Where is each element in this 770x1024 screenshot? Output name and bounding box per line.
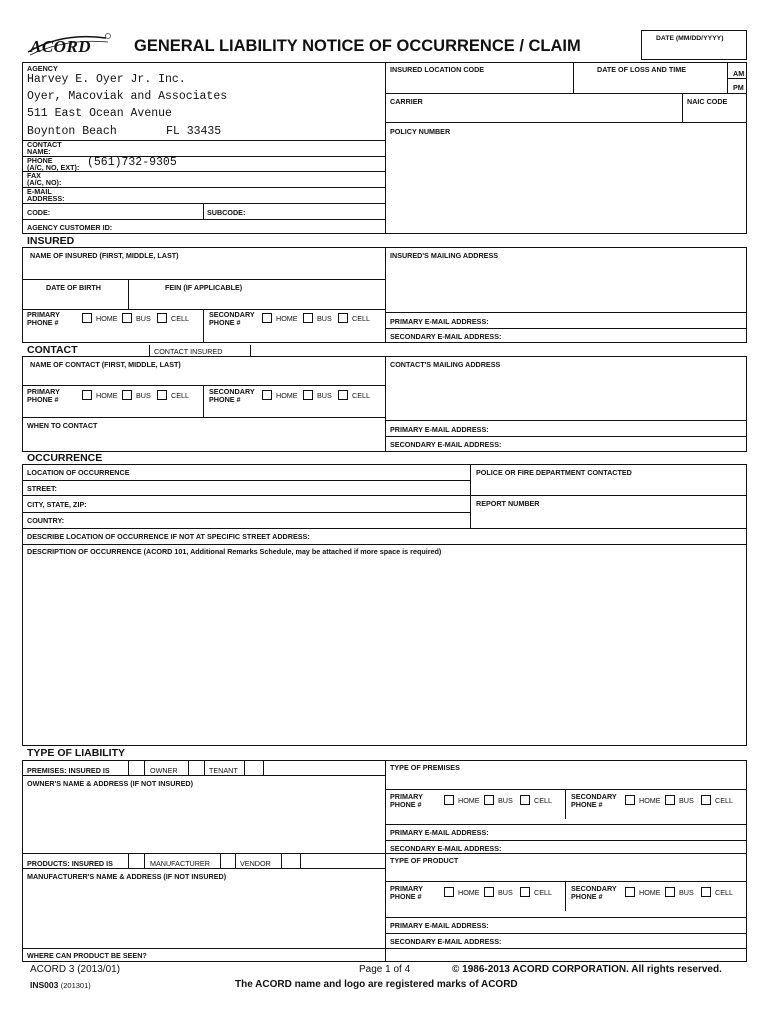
product-secondary-cell-checkbox[interactable] [701, 887, 711, 897]
premises-secondary-cell-checkbox[interactable] [701, 795, 711, 805]
home-label: HOME [276, 391, 298, 400]
carrier-label: CARRIER [390, 97, 423, 106]
location-of-occurrence-label: LOCATION OF OCCURRENCE [27, 468, 130, 477]
contact-insured-label: CONTACT INSURED [154, 347, 223, 356]
home-label: HOME [96, 391, 118, 400]
code-label: CODE: [27, 208, 51, 217]
cell-label: CELL [352, 314, 370, 323]
premises-primary-bus-checkbox[interactable] [484, 795, 494, 805]
insured-section-title: INSURED [27, 235, 75, 247]
city-state-zip-label: CITY, STATE, ZIP: [27, 500, 87, 509]
bus-label: BUS [136, 391, 151, 400]
contact-primary-cell-checkbox[interactable] [157, 390, 167, 400]
product-secondary-home-checkbox[interactable] [625, 887, 635, 897]
contact-secondary-email-label: SECONDARY E-MAIL ADDRESS: [390, 440, 502, 449]
insured-fein-label: FEIN (IF APPLICABLE) [165, 283, 243, 292]
insured-primary-cell-checkbox[interactable] [157, 313, 167, 323]
cell-label: CELL [171, 391, 189, 400]
insured-secondary-phone-label: SECONDARY PHONE # [209, 310, 255, 327]
logo-text: ACORD [30, 37, 92, 56]
occurrence-section-title: OCCURRENCE [27, 452, 103, 464]
products-label: PRODUCTS: INSURED IS [27, 859, 113, 868]
street-label: STREET: [27, 484, 57, 493]
bus-label: BUS [498, 888, 513, 897]
description-label: DESCRIPTION OF OCCURRENCE (ACORD 101, Additional Remarks Schedule, may be attached if more space is required) [27, 547, 442, 556]
registered-marks: The ACORD name and logo are registered marks of ACORD [235, 979, 518, 990]
contact-secondary-bus-checkbox[interactable] [303, 390, 313, 400]
premises-secondary-home-checkbox[interactable] [625, 795, 635, 805]
manufacturers-name-label: MANUFACTURER'S NAME & ADDRESS (IF NOT INSURED) [27, 872, 227, 881]
insured-secondary-home-checkbox[interactable] [262, 313, 272, 323]
agency-state-zip[interactable]: FL 33435 [166, 125, 222, 138]
insured-primary-home-checkbox[interactable] [82, 313, 92, 323]
form-number: ACORD 3 (2013/01) [30, 964, 121, 975]
premises-secondary-bus-checkbox[interactable] [665, 795, 675, 805]
product-primary-bus-checkbox[interactable] [484, 887, 494, 897]
where-product-seen-label: WHERE CAN PRODUCT BE SEEN? [27, 951, 147, 960]
insured-primary-phone-label: PRIMARY PHONE # [27, 310, 60, 327]
describe-location-label: DESCRIBE LOCATION OF OCCURRENCE IF NOT AT SPECIFIC STREET ADDRESS: [27, 532, 310, 541]
occurrence-block [22, 464, 747, 746]
home-label: HOME [458, 796, 480, 805]
contact-name-label: CONTACT [27, 140, 62, 149]
customer-id-label: AGENCY CUSTOMER ID: [27, 223, 113, 232]
agency-fax-label: FAX [27, 171, 41, 180]
contact-mailing-label: CONTACT'S MAILING ADDRESS [390, 360, 501, 369]
pm-label[interactable]: PM [733, 83, 744, 92]
agency-name[interactable]: Harvey E. Oyer Jr. Inc. [27, 73, 186, 86]
insured-secondary-email-label: SECONDARY E-MAIL ADDRESS: [390, 332, 502, 341]
page-number: Page 1 of 4 [359, 964, 411, 975]
cell-label: CELL [715, 796, 733, 805]
agency-phone[interactable]: (561)732-9305 [87, 156, 177, 169]
insured-secondary-bus-checkbox[interactable] [303, 313, 313, 323]
bus-label: BUS [317, 314, 332, 323]
manufacturer-label: MANUFACTURER [150, 859, 210, 868]
tenant-label: TENANT [209, 766, 238, 775]
when-to-contact-label: WHEN TO CONTACT [27, 421, 98, 430]
policy-number-label: POLICY NUMBER [390, 127, 451, 136]
premises-secondary-phone-label: SECONDARY PHONE # [571, 792, 617, 809]
acord-logo [22, 28, 114, 60]
am-label[interactable]: AM [733, 69, 745, 78]
contact-primary-home-checkbox[interactable] [82, 390, 92, 400]
home-label: HOME [96, 314, 118, 323]
type-of-premises-label: TYPE OF PREMISES [390, 763, 460, 772]
agency-phone-label: PHONE [27, 156, 53, 165]
liability-section-title: TYPE OF LIABILITY [27, 747, 126, 759]
bus-label: BUS [136, 314, 151, 323]
agency-city[interactable]: Boynton Beach [27, 125, 117, 138]
agency-email-label: E-MAIL [27, 187, 52, 196]
date-label: DATE (MM/DD/YYYY) [656, 35, 724, 42]
contact-name-label: NAME OF CONTACT (FIRST, MIDDLE, LAST) [30, 360, 181, 369]
home-label: HOME [639, 888, 661, 897]
contact-secondary-cell-checkbox[interactable] [338, 390, 348, 400]
contact-primary-email-label: PRIMARY E-MAIL ADDRESS: [390, 425, 489, 434]
naic-label: NAIC CODE [687, 97, 728, 106]
owner-label: OWNER [150, 766, 178, 775]
ins-code: INS003 (201301) [30, 980, 91, 990]
cell-label: CELL [534, 888, 552, 897]
cell-label: CELL [352, 391, 370, 400]
product-primary-cell-checkbox[interactable] [520, 887, 530, 897]
insured-primary-bus-checkbox[interactable] [122, 313, 132, 323]
cell-label: CELL [715, 888, 733, 897]
copyright: © 1986-2013 ACORD CORPORATION. All rights reserved. [452, 964, 722, 975]
premises-primary-cell-checkbox[interactable] [520, 795, 530, 805]
home-label: HOME [276, 314, 298, 323]
subcode-label: SUBCODE: [207, 208, 246, 217]
agency-phone-label2: (A/C, NO, EXT): [27, 163, 80, 172]
owners-name-label: OWNER'S NAME & ADDRESS (IF NOT INSURED) [27, 779, 193, 788]
report-number-label: REPORT NUMBER [476, 499, 540, 508]
bus-label: BUS [498, 796, 513, 805]
agency-street[interactable]: 511 East Ocean Avenue [27, 107, 172, 120]
contact-secondary-home-checkbox[interactable] [262, 390, 272, 400]
type-of-product-label: TYPE OF PRODUCT [390, 856, 459, 865]
premises-primary-email-label: PRIMARY E-MAIL ADDRESS: [390, 828, 489, 837]
contact-primary-phone-label: PRIMARY PHONE # [27, 387, 60, 404]
insured-secondary-cell-checkbox[interactable] [338, 313, 348, 323]
premises-secondary-email-label: SECONDARY E-MAIL ADDRESS: [390, 844, 502, 853]
cell-label: CELL [171, 314, 189, 323]
insured-location-code-label: INSURED LOCATION CODE [390, 65, 485, 74]
police-fire-label: POLICE OR FIRE DEPARTMENT CONTACTED [476, 468, 632, 477]
contact-name-label2: NAME: [27, 147, 51, 156]
bus-label: BUS [679, 796, 694, 805]
vendor-label: VENDOR [240, 859, 271, 868]
product-secondary-phone-label: SECONDARY PHONE # [571, 884, 617, 901]
contact-secondary-phone-label: SECONDARY PHONE # [209, 387, 255, 404]
bus-label: BUS [317, 391, 332, 400]
agency-fax-label2: (A/C, NO): [27, 178, 62, 187]
bus-label: BUS [679, 888, 694, 897]
home-label: HOME [458, 888, 480, 897]
agency-label: AGENCY [27, 64, 58, 73]
premises-primary-home-checkbox[interactable] [444, 795, 454, 805]
insured-dob-label: DATE OF BIRTH [46, 283, 101, 292]
product-primary-email-label: PRIMARY E-MAIL ADDRESS: [390, 921, 489, 930]
product-secondary-bus-checkbox[interactable] [665, 887, 675, 897]
product-primary-home-checkbox[interactable] [444, 887, 454, 897]
insured-mailing-label: INSURED'S MAILING ADDRESS [390, 251, 499, 260]
contact-section-title: CONTACT [27, 344, 78, 356]
cell-label: CELL [534, 796, 552, 805]
premises-label: PREMISES: INSURED IS [27, 766, 110, 775]
form-title: GENERAL LIABILITY NOTICE OF OCCURRENCE / CLAIM [134, 37, 581, 55]
premises-primary-phone-label: PRIMARY PHONE # [390, 792, 423, 809]
product-secondary-email-label: SECONDARY E-MAIL ADDRESS: [390, 937, 502, 946]
agency-name2[interactable]: Oyer, Macoviak and Associates [27, 90, 228, 103]
home-label: HOME [639, 796, 661, 805]
insured-name-label: NAME OF INSURED (FIRST, MIDDLE, LAST) [30, 251, 179, 260]
date-of-loss-label: DATE OF LOSS AND TIME [597, 65, 687, 74]
insured-primary-email-label: PRIMARY E-MAIL ADDRESS: [390, 317, 489, 326]
agency-email-label2: ADDRESS: [27, 194, 65, 203]
country-label: COUNTRY: [27, 516, 65, 525]
contact-primary-bus-checkbox[interactable] [122, 390, 132, 400]
product-primary-phone-label: PRIMARY PHONE # [390, 884, 423, 901]
